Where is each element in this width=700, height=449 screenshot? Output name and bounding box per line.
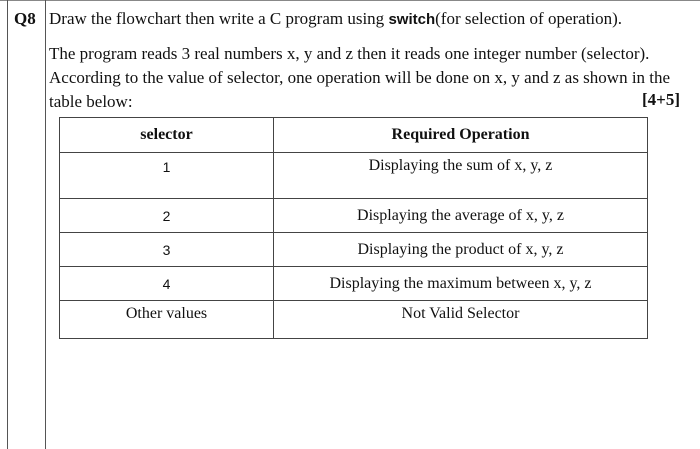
table-row <box>60 267 648 301</box>
table-row <box>60 301 648 339</box>
selector-cell: Other values <box>60 301 274 339</box>
table-row <box>60 199 648 233</box>
operation-cell: Not Valid Selector <box>274 301 648 339</box>
question-column-divider <box>45 0 46 449</box>
marks-label: [4+5] <box>641 90 680 109</box>
operation-cell: Displaying the product of x, y, z <box>274 233 648 267</box>
selector-cell: 3 <box>60 233 274 267</box>
question-description: The program reads 3 real numbers x, y and z then it reads one integer number (selector). According to the value of selector, one operation will be done on x, y and z as shown in the table below: <box>49 44 671 111</box>
table-header-row <box>60 118 648 153</box>
title-keyword: switch <box>388 11 436 28</box>
question-title <box>49 9 622 29</box>
top-border <box>0 0 700 1</box>
title-text-start: Draw the flowchart then write a C program using <box>49 9 389 28</box>
selector-cell: 1 <box>60 153 274 199</box>
operation-cell: Displaying the maximum between x, y, z <box>274 267 648 301</box>
selector-cell: 2 <box>60 199 274 233</box>
operation-cell: Displaying the average of x, y, z <box>274 199 648 233</box>
header-required-operation: Required Operation <box>274 118 648 153</box>
operations-table <box>59 117 648 339</box>
operation-cell: Displaying the sum of x, y, z <box>274 153 648 199</box>
header-selector: selector <box>60 118 274 153</box>
left-border <box>7 0 8 449</box>
question-number: Q8 <box>14 9 36 28</box>
table-row <box>60 153 648 199</box>
title-text-end: (for selection of operation). <box>435 9 623 28</box>
selector-cell: 4 <box>60 267 274 301</box>
table-row <box>60 233 648 267</box>
